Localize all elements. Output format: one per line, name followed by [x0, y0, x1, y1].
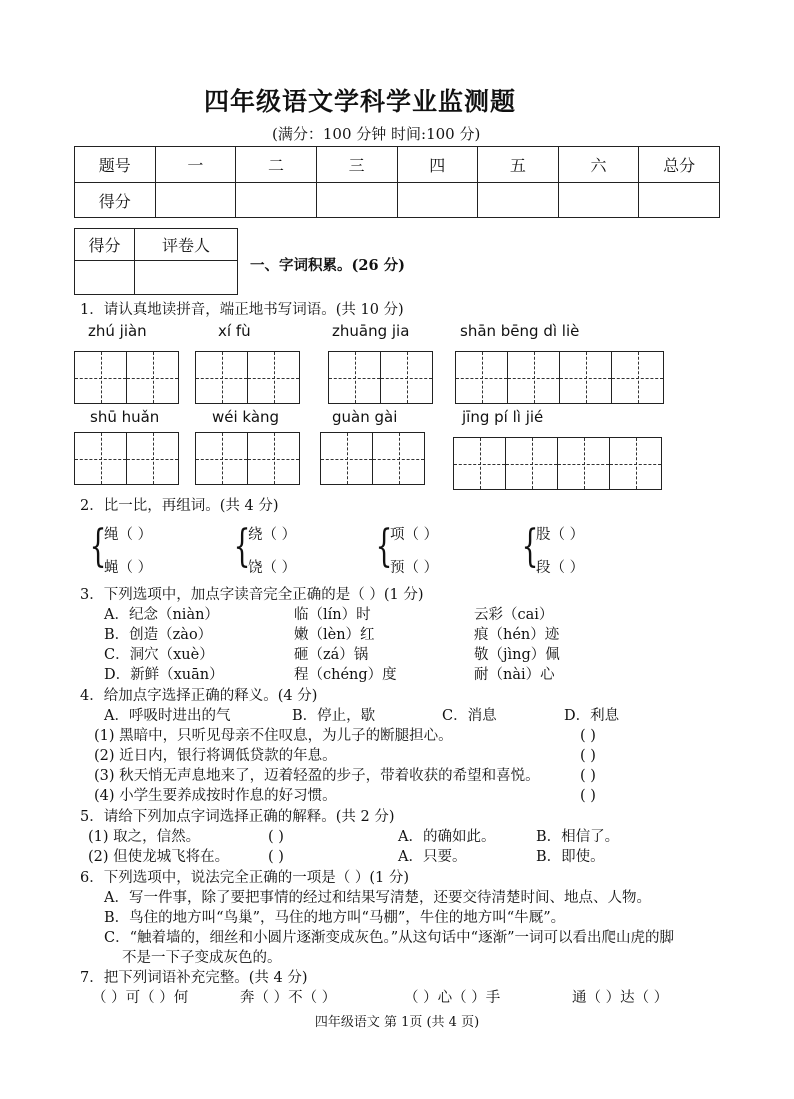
- writing-grid[interactable]: [74, 432, 179, 485]
- writing-cell[interactable]: [557, 438, 609, 489]
- idiom-blank[interactable]: （ ）心（ ）手: [404, 990, 501, 1006]
- brace: {: [521, 521, 539, 572]
- pinyin: zhuāng jia: [332, 322, 410, 340]
- writing-cell[interactable]: [247, 433, 299, 484]
- score-blank[interactable]: [316, 183, 397, 218]
- sentence-item: (2) 但使龙城飞将在。: [88, 849, 230, 865]
- definition-option: B．停止，歇: [292, 708, 376, 724]
- writing-cell[interactable]: [611, 352, 663, 403]
- question-3-prompt: 3．下列选项中，加点字读音完全正确的是（ ）(1 分): [80, 587, 424, 603]
- question-7-prompt: 7．把下列词语补充完整。(共 4 分): [80, 970, 308, 986]
- writing-cell[interactable]: [456, 352, 507, 403]
- score-blank[interactable]: [397, 183, 478, 218]
- score-blank[interactable]: [639, 183, 720, 218]
- writing-cell[interactable]: [372, 433, 424, 484]
- compare-item: 预（ ）: [390, 560, 439, 576]
- brace: {: [89, 521, 107, 572]
- answer-blank[interactable]: ( ): [580, 788, 596, 804]
- sentence-item: (1) 取之，信然。: [88, 829, 201, 845]
- option: B．鸟住的地方叫“鸟巢”，马住的地方叫“马棚”，牛住的地方叫“牛厩”。: [104, 910, 566, 926]
- pinyin: zhú jiàn: [88, 322, 147, 340]
- writing-grid[interactable]: [195, 432, 300, 485]
- compare-item: 段（ ）: [536, 560, 585, 576]
- writing-cell[interactable]: [609, 438, 661, 489]
- compare-item: 饶（ ）: [248, 560, 297, 576]
- option: D．新鲜（xuān）: [104, 667, 224, 683]
- option: 临（lín）时: [294, 607, 371, 623]
- option: B．创造（zào）: [104, 627, 213, 643]
- writing-grid[interactable]: [320, 432, 425, 485]
- page-subtitle: (满分：100 分钟 时间:100 分): [272, 125, 481, 143]
- writing-cell[interactable]: [126, 433, 178, 484]
- definition-option: B．即使。: [536, 849, 605, 865]
- score-header-cell: 一: [155, 147, 236, 183]
- writing-cell[interactable]: [196, 352, 247, 403]
- option-continuation: 不是一下子变成灰色的。: [122, 950, 282, 966]
- pinyin: shān bēng dì liè: [460, 322, 580, 340]
- score-header-cell: 四: [397, 147, 478, 183]
- writing-cell[interactable]: [75, 352, 126, 403]
- compare-item: 股（ ）: [536, 527, 585, 543]
- pinyin: guàn gài: [332, 408, 398, 426]
- grader-score-label: 得分: [75, 229, 135, 261]
- answer-blank[interactable]: ( ): [580, 768, 596, 784]
- pinyin: wéi kàng: [212, 408, 280, 426]
- option: 敬（jìng）佩: [474, 647, 560, 663]
- answer-blank[interactable]: ( ): [580, 728, 596, 744]
- writing-grid[interactable]: [455, 351, 664, 404]
- grader-box: [74, 228, 238, 295]
- grader-score-blank[interactable]: [75, 261, 135, 295]
- score-header-cell: 三: [316, 147, 397, 183]
- score-blank[interactable]: [478, 183, 559, 218]
- writing-cell[interactable]: [196, 433, 247, 484]
- sentence-item: (4) 小学生要养成按时作息的好习惯。: [94, 788, 337, 804]
- definition-option: C．消息: [442, 708, 497, 724]
- pinyin: xí fù: [218, 322, 251, 340]
- grader-blank[interactable]: [135, 261, 238, 295]
- brace: {: [233, 521, 251, 572]
- compare-item: 绕（ ）: [248, 527, 297, 543]
- definition-option: A．呼吸时进出的气: [104, 708, 231, 724]
- writing-cell[interactable]: [380, 352, 432, 403]
- score-row-label: 得分: [75, 183, 156, 218]
- definition-option: A．只要。: [398, 849, 467, 865]
- question-5-prompt: 5．请给下列加点字词选择正确的解释。(共 2 分): [80, 809, 395, 825]
- writing-cell[interactable]: [329, 352, 380, 403]
- score-header-cell: 二: [236, 147, 317, 183]
- answer-blank[interactable]: ( ): [268, 829, 284, 845]
- score-header-cell: 六: [558, 147, 639, 183]
- writing-cell[interactable]: [507, 352, 559, 403]
- definition-option: B．相信了。: [536, 829, 620, 845]
- option: 程（chéng）度: [294, 667, 397, 683]
- page-footer: 四年级语文 第 1页 (共 4 页): [314, 1015, 480, 1030]
- sentence-item: (1) 黑暗中，只听见母亲不住叹息，为儿子的断腿担心。: [94, 728, 453, 744]
- idiom-blank[interactable]: 奔（ ）不（ ）: [240, 990, 337, 1006]
- compare-item: 蝇（ ）: [104, 560, 153, 576]
- option: A．纪念（niàn）: [104, 607, 219, 623]
- option: 耐（nài）心: [474, 667, 555, 683]
- answer-blank[interactable]: ( ): [268, 849, 284, 865]
- option: 云彩（cai）: [474, 607, 554, 623]
- page-title: 四年级语文学科学业监测题: [203, 87, 516, 116]
- score-blank[interactable]: [558, 183, 639, 218]
- writing-grid[interactable]: [328, 351, 433, 404]
- question-2-prompt: 2．比一比，再组词。(共 4 分): [80, 498, 279, 514]
- question-4-prompt: 4．给加点字选择正确的释义。(4 分): [80, 688, 318, 704]
- writing-cell[interactable]: [321, 433, 372, 484]
- section-heading: 一、字词积累。(26 分): [250, 257, 405, 274]
- score-header-cell: 五: [478, 147, 559, 183]
- option: 痕（hén）迹: [474, 627, 560, 643]
- question-1-prompt: 1．请认真地读拼音，端正地书写词语。(共 10 分): [80, 302, 404, 318]
- sentence-item: (2) 近日内，银行将调低贷款的年息。: [94, 748, 337, 764]
- option: C．“触着墙的，细丝和小圆片逐渐变成灰色。”从这句话中“逐渐”一词可以看出爬山虎的脚: [104, 930, 674, 946]
- writing-grid[interactable]: [74, 351, 179, 404]
- writing-grid[interactable]: [453, 437, 662, 490]
- pinyin: shū huǎn: [90, 408, 160, 426]
- sentence-item: (3) 秋天悄无声息地来了，迈着轻盈的步子，带着收获的希望和喜悦。: [94, 768, 540, 784]
- writing-grid[interactable]: [195, 351, 300, 404]
- score-blank[interactable]: [155, 183, 236, 218]
- compare-item: 绳（ ）: [104, 527, 153, 543]
- score-header-cell: 题号: [75, 147, 156, 183]
- definition-option: D．利息: [564, 708, 620, 724]
- compare-item: 项（ ）: [390, 527, 439, 543]
- writing-cell[interactable]: [75, 433, 126, 484]
- idiom-blank[interactable]: 通（ ）达（ ）: [572, 990, 669, 1006]
- score-table: [74, 146, 720, 218]
- writing-cell[interactable]: [126, 352, 178, 403]
- option: 砸（zá）锅: [294, 647, 369, 663]
- pinyin: jīng pí lì jié: [462, 408, 544, 426]
- answer-blank[interactable]: ( ): [580, 748, 596, 764]
- option: A．写一件事，除了要把事情的经过和结果写清楚，还要交待清楚时间、地点、人物。: [104, 890, 651, 906]
- definition-option: A．的确如此。: [398, 829, 496, 845]
- score-blank[interactable]: [236, 183, 317, 218]
- idiom-blank[interactable]: （ ）可（ ）何: [92, 990, 189, 1006]
- writing-cell[interactable]: [505, 438, 557, 489]
- writing-cell[interactable]: [454, 438, 505, 489]
- option: C．洞穴（xuè）: [104, 647, 214, 663]
- question-6-prompt: 6．下列选项中，说法完全正确的一项是（ ）(1 分): [80, 870, 409, 886]
- writing-cell[interactable]: [559, 352, 611, 403]
- brace: {: [375, 521, 393, 572]
- writing-cell[interactable]: [247, 352, 299, 403]
- grader-label: 评卷人: [135, 229, 238, 261]
- option: 嫩（lèn）红: [294, 627, 375, 643]
- score-header-cell: 总分: [639, 147, 720, 183]
